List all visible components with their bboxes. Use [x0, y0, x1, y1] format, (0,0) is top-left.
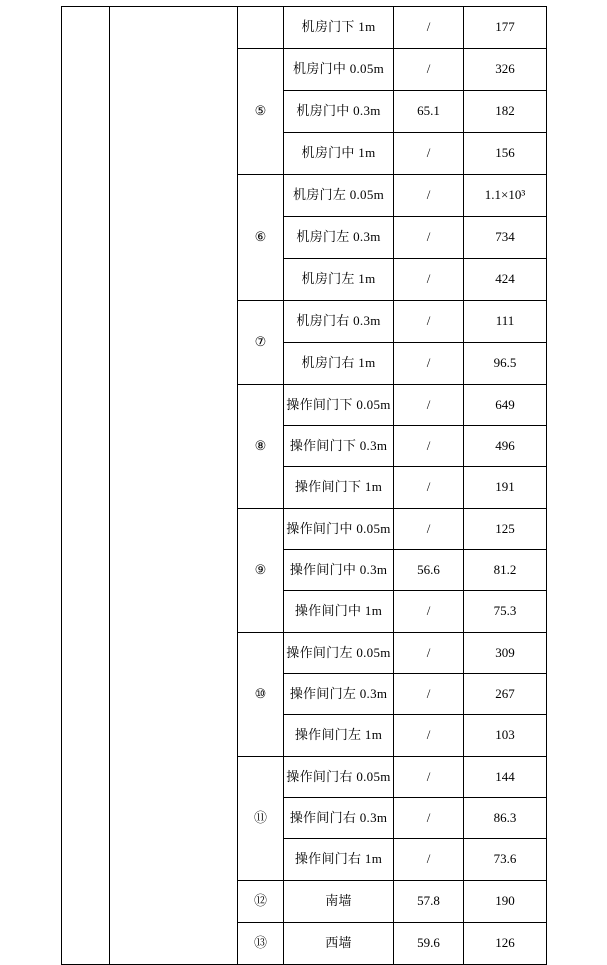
cell-index: ⑦ — [238, 301, 284, 385]
cell-value-1: / — [394, 7, 464, 49]
cell-value-1: 57.8 — [394, 881, 464, 923]
cell-value-1: / — [394, 591, 464, 633]
cell-value-2: 73.6 — [464, 839, 547, 881]
cell-value-2: 144 — [464, 757, 547, 798]
cell-position: 机房门左 0.05m — [284, 175, 394, 217]
cell-value-1: / — [394, 259, 464, 301]
cell-value-1: / — [394, 301, 464, 343]
cell-value-1: / — [394, 49, 464, 91]
table-row — [62, 7, 547, 49]
cell-value-2: 649 — [464, 385, 547, 426]
cell-value-1: / — [394, 175, 464, 217]
cell-value-2: 156 — [464, 133, 547, 175]
table-body — [62, 7, 547, 965]
cell-value-1: / — [394, 385, 464, 426]
cell-position: 操作间门中 0.3m — [284, 550, 394, 591]
cell-value-2: 81.2 — [464, 550, 547, 591]
cell-position: 操作间门右 1m — [284, 839, 394, 881]
cell-position: 机房门右 0.3m — [284, 301, 394, 343]
cell-value-1: / — [394, 839, 464, 881]
cell-value-1: 59.6 — [394, 923, 464, 965]
cell-index: ⑥ — [238, 175, 284, 301]
cell-position: 机房门下 1m — [284, 7, 394, 49]
cell-value-2: 424 — [464, 259, 547, 301]
cell-position: 操作间门下 0.05m — [284, 385, 394, 426]
cell-position: 操作间门下 1m — [284, 467, 394, 509]
cell-value-2: 86.3 — [464, 798, 547, 839]
cell-position: 操作间门中 0.05m — [284, 509, 394, 550]
cell-value-1: / — [394, 426, 464, 467]
cell-value-2: 309 — [464, 633, 547, 674]
cell-blank-group — [110, 7, 238, 965]
cell-value-1: / — [394, 133, 464, 175]
cell-position: 操作间门中 1m — [284, 591, 394, 633]
cell-value-1: / — [394, 217, 464, 259]
cell-value-2: 191 — [464, 467, 547, 509]
cell-value-1: 65.1 — [394, 91, 464, 133]
cell-value-1: / — [394, 633, 464, 674]
cell-index: ⑪ — [238, 757, 284, 881]
cell-blank-left — [62, 7, 110, 965]
cell-value-1: / — [394, 715, 464, 757]
cell-position: 南墙 — [284, 881, 394, 923]
cell-position: 机房门中 0.05m — [284, 49, 394, 91]
cell-value-2: 75.3 — [464, 591, 547, 633]
cell-index: ⑤ — [238, 49, 284, 175]
cell-value-2: 125 — [464, 509, 547, 550]
cell-value-1: / — [394, 798, 464, 839]
cell-index: ⑫ — [238, 881, 284, 923]
cell-index — [238, 7, 284, 49]
cell-position: 机房门左 0.3m — [284, 217, 394, 259]
cell-value-2: 190 — [464, 881, 547, 923]
cell-value-2: 734 — [464, 217, 547, 259]
cell-position: 操作间门左 1m — [284, 715, 394, 757]
cell-value-2: 96.5 — [464, 343, 547, 385]
cell-position: 操作间门右 0.3m — [284, 798, 394, 839]
cell-value-1: 56.6 — [394, 550, 464, 591]
cell-position: 西墙 — [284, 923, 394, 965]
cell-value-2: 1.1×10³ — [464, 175, 547, 217]
cell-position: 操作间门右 0.05m — [284, 757, 394, 798]
cell-value-2: 103 — [464, 715, 547, 757]
cell-value-2: 126 — [464, 923, 547, 965]
cell-position: 操作间门下 0.3m — [284, 426, 394, 467]
cell-index: ⑨ — [238, 509, 284, 633]
cell-position: 机房门中 0.3m — [284, 91, 394, 133]
cell-value-2: 111 — [464, 301, 547, 343]
cell-value-1: / — [394, 757, 464, 798]
cell-value-1: / — [394, 467, 464, 509]
cell-index: ⑩ — [238, 633, 284, 757]
cell-position: 机房门右 1m — [284, 343, 394, 385]
cell-position: 机房门中 1m — [284, 133, 394, 175]
cell-value-2: 177 — [464, 7, 547, 49]
cell-index: ⑬ — [238, 923, 284, 965]
measurement-table — [61, 6, 547, 965]
cell-value-2: 182 — [464, 91, 547, 133]
cell-position: 机房门左 1m — [284, 259, 394, 301]
cell-value-1: / — [394, 343, 464, 385]
cell-value-1: / — [394, 674, 464, 715]
cell-index: ⑧ — [238, 385, 284, 509]
cell-value-2: 326 — [464, 49, 547, 91]
cell-value-2: 267 — [464, 674, 547, 715]
cell-position: 操作间门左 0.3m — [284, 674, 394, 715]
cell-value-1: / — [394, 509, 464, 550]
cell-position: 操作间门左 0.05m — [284, 633, 394, 674]
cell-value-2: 496 — [464, 426, 547, 467]
